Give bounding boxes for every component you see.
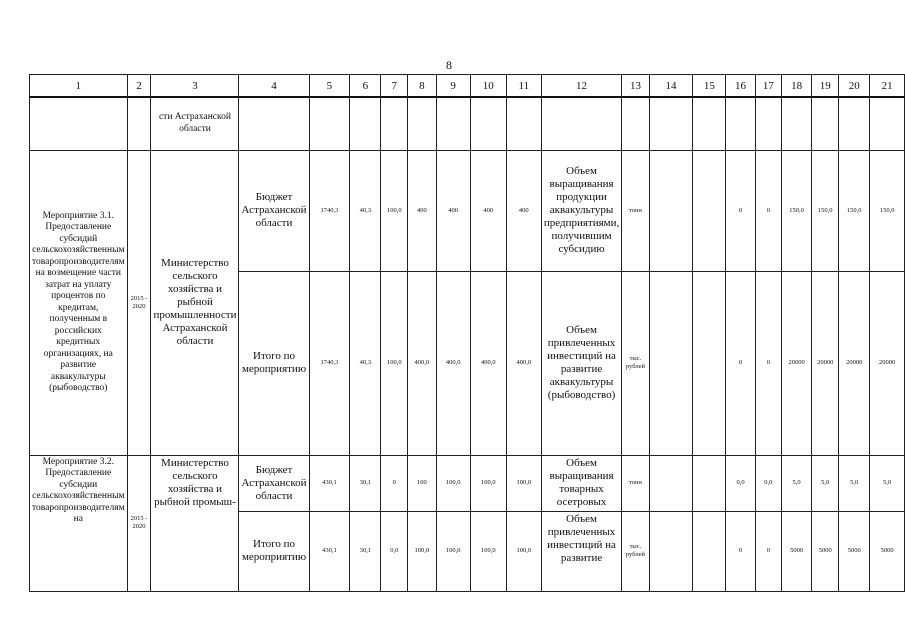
value-cell: 100,0 [408, 511, 436, 591]
cell-empty [127, 97, 151, 150]
value-cell: 0 [755, 150, 781, 271]
value-cell: 400,0 [470, 271, 506, 455]
value-cell: 0 [726, 150, 755, 271]
executor-cell: сти Астраханской области [151, 97, 239, 150]
value-cell: 100,0 [381, 271, 408, 455]
value-cell: 0 [726, 271, 755, 455]
value-cell [693, 150, 726, 271]
value-cell [693, 455, 726, 511]
header-row [30, 75, 905, 98]
indicator-cell: Объем привлеченных инвестиций на развитие [541, 511, 621, 591]
value-cell: 1740,3 [309, 271, 350, 455]
header-cell: 4 [239, 75, 309, 98]
indicator-cell: Объем выращивания продукции аквакультуры предприятиями, получившим субсидию [541, 150, 621, 271]
value-cell [693, 271, 726, 455]
cell-empty [541, 97, 621, 150]
cell-empty [693, 97, 726, 150]
unit-cell: тыс. рублей [622, 271, 649, 455]
value-cell: 150,0 [870, 150, 905, 271]
value-cell: 400,0 [436, 271, 470, 455]
value-cell: 5000 [870, 511, 905, 591]
period-cell: 2015 - 2020 [127, 150, 151, 455]
cell-empty [649, 97, 693, 150]
cell-empty [755, 97, 781, 150]
header-cell: 12 [541, 75, 621, 98]
value-cell: 20000 [870, 271, 905, 455]
unit-cell: тонн [622, 455, 649, 511]
value-cell: 100,0 [506, 511, 541, 591]
header-cell: 1 [30, 75, 128, 98]
value-cell: 0 [755, 511, 781, 591]
value-cell [649, 150, 693, 271]
header-cell: 5 [309, 75, 350, 98]
value-cell: 40,3 [350, 271, 381, 455]
indicator-cell: Объем привлеченных инвестиций на развитие аквакультуры (рыбоводство) [541, 271, 621, 455]
value-cell: 100,0 [436, 455, 470, 511]
value-cell: 100 [408, 455, 436, 511]
table-row [30, 455, 905, 511]
value-cell: 30,1 [350, 511, 381, 591]
header-cell: 20 [839, 75, 870, 98]
value-cell: 100,0 [436, 511, 470, 591]
value-cell: 5000 [839, 511, 870, 591]
source-cell: Бюджет Астраханской области [239, 455, 309, 511]
value-cell: 5000 [812, 511, 839, 591]
header-cell: 7 [381, 75, 408, 98]
unit-cell: тонн [622, 150, 649, 271]
header-cell: 19 [812, 75, 839, 98]
value-cell: 100,0 [506, 455, 541, 511]
value-cell: 400,0 [408, 271, 436, 455]
value-cell: 430,1 [309, 455, 350, 511]
value-cell: 1740,3 [309, 150, 350, 271]
value-cell [649, 511, 693, 591]
value-cell [649, 271, 693, 455]
source-cell: Бюджет Астраханской области [239, 150, 309, 271]
value-cell: 0,0 [755, 455, 781, 511]
table-row [30, 150, 905, 271]
header-cell: 18 [781, 75, 811, 98]
cell-empty [839, 97, 870, 150]
value-cell: 40,3 [350, 150, 381, 271]
cell-empty [726, 97, 755, 150]
value-cell: 20000 [839, 271, 870, 455]
value-cell: 5,0 [781, 455, 811, 511]
header-cell: 13 [622, 75, 649, 98]
value-cell: 100,0 [470, 511, 506, 591]
cell-empty [381, 97, 408, 150]
period-cell: 2015 - 2020 [127, 455, 151, 591]
value-cell [693, 511, 726, 591]
value-cell: 0,0 [381, 511, 408, 591]
page-number: 8 [446, 58, 452, 72]
value-cell: 0 [381, 455, 408, 511]
cell-empty [350, 97, 381, 150]
value-cell: 150,0 [839, 150, 870, 271]
value-cell: 30,1 [350, 455, 381, 511]
value-cell: 5,0 [870, 455, 905, 511]
value-cell: 400 [506, 150, 541, 271]
executor-cell: Министерство сельского хозяйства и рыбной промыш- [151, 455, 239, 591]
executor-cell: Министерство сельского хозяйства и рыбной промышленности Астраханской области [151, 150, 239, 455]
program-table [29, 74, 905, 592]
activity-cell: Мероприятие 3.1. Предоставление субсидий сельскохозяйственным товаропроизводителям на возмещение части затрат на уплату процентов по кредитам, полученным в российских кредитных организациях, на развитие аквакультуры (рыбоводство) [30, 150, 128, 455]
header-cell: 14 [649, 75, 693, 98]
value-cell: 20000 [812, 271, 839, 455]
value-cell: 100,0 [381, 150, 408, 271]
value-cell: 5,0 [812, 455, 839, 511]
cell-empty [309, 97, 350, 150]
header-cell: 2 [127, 75, 151, 98]
header-cell: 6 [350, 75, 381, 98]
cell-empty [506, 97, 541, 150]
header-cell: 16 [726, 75, 755, 98]
cell-empty [436, 97, 470, 150]
value-cell: 0 [755, 271, 781, 455]
source-cell: Итого по мероприятию [239, 511, 309, 591]
cell-empty [470, 97, 506, 150]
unit-cell: тыс. рублей [622, 511, 649, 591]
cell-empty [870, 97, 905, 150]
value-cell: 20000 [781, 271, 811, 455]
cell-empty [30, 97, 128, 150]
value-cell: 150,0 [812, 150, 839, 271]
value-cell: 100,0 [470, 455, 506, 511]
cell-empty [781, 97, 811, 150]
cell-empty [622, 97, 649, 150]
value-cell: 430,1 [309, 511, 350, 591]
header-cell: 15 [693, 75, 726, 98]
activity-cell: Мероприятие 3.2. Предоставление субсидии сельскохозяйственным товаропроизводителям на [30, 455, 128, 591]
header-cell: 3 [151, 75, 239, 98]
cell-empty [408, 97, 436, 150]
value-cell: 400 [408, 150, 436, 271]
header-cell: 9 [436, 75, 470, 98]
value-cell: 5000 [781, 511, 811, 591]
value-cell: 400,0 [506, 271, 541, 455]
cell-empty [239, 97, 309, 150]
value-cell: 150,0 [781, 150, 811, 271]
value-cell: 0 [726, 511, 755, 591]
header-cell: 21 [870, 75, 905, 98]
source-cell: Итого по мероприятию [239, 271, 309, 455]
value-cell: 0,0 [726, 455, 755, 511]
carryover-row [30, 97, 905, 150]
header-cell: 10 [470, 75, 506, 98]
header-cell: 17 [755, 75, 781, 98]
header-cell: 11 [506, 75, 541, 98]
cell-empty [812, 97, 839, 150]
value-cell: 400 [436, 150, 470, 271]
value-cell [649, 455, 693, 511]
value-cell: 5,0 [839, 455, 870, 511]
header-cell: 8 [408, 75, 436, 98]
value-cell: 400 [470, 150, 506, 271]
indicator-cell: Объем выращивания товарных осетровых [541, 455, 621, 511]
